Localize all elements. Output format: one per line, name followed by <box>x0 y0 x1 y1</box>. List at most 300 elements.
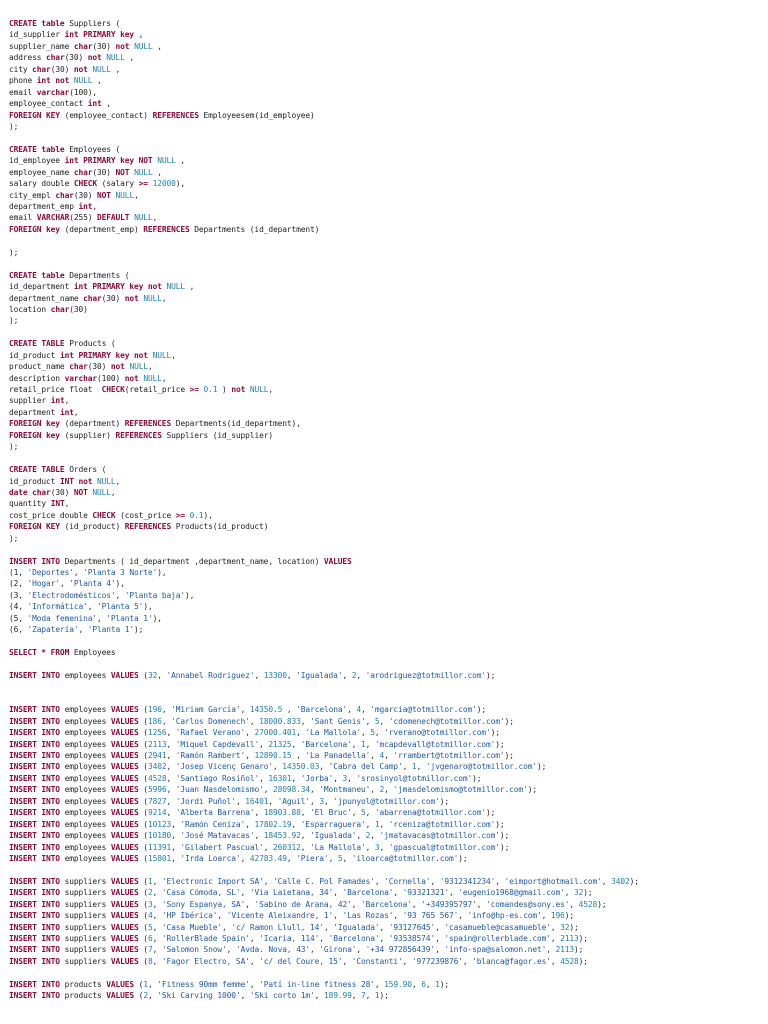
sql-keyword: not <box>231 385 246 394</box>
code-line <box>9 64 761 75</box>
code-text: id_employee <box>9 156 65 166</box>
sql-keyword: INSERT INTO <box>9 556 60 566</box>
code-text: ( <box>138 751 148 760</box>
code-line <box>9 441 761 452</box>
code-line <box>9 761 761 772</box>
sql-number: 3 <box>342 773 348 783</box>
code-text: ( <box>134 979 144 989</box>
sql-string: 'Carlos Domenech' <box>171 716 250 726</box>
code-text: , <box>171 831 181 841</box>
sql-number: 12000 <box>152 179 176 189</box>
code-text: ); <box>9 533 19 543</box>
code-line <box>9 361 761 372</box>
code-line <box>9 350 761 361</box>
sql-string: 'Ramón Rambert' <box>175 751 246 760</box>
code-text: , <box>347 705 357 715</box>
code-text: , <box>310 945 320 955</box>
sql-number: 10123 <box>147 819 172 829</box>
sql-string: 'mcapdevall@totmillor.com' <box>374 739 496 749</box>
code-text: employees <box>59 808 111 818</box>
code-text: , <box>286 853 297 863</box>
code-text: , <box>476 899 487 909</box>
sql-keyword: INSERT INTO <box>9 945 60 955</box>
code-line <box>9 659 761 670</box>
code-line <box>9 315 761 326</box>
code-text: (supplier) <box>59 430 116 440</box>
code-line <box>9 636 761 647</box>
sql-keyword: INSERT INTO <box>9 785 60 795</box>
code-text: ); <box>504 751 514 760</box>
code-text: , <box>87 602 97 612</box>
code-text: ); <box>458 853 468 863</box>
code-text: , <box>152 956 162 966</box>
sql-string: 'Igualada' <box>333 922 380 932</box>
code-text: , <box>300 831 311 841</box>
code-text: , <box>166 728 176 738</box>
sql-string: 'Rafael Verano' <box>175 728 246 738</box>
code-text: , <box>291 819 301 829</box>
code-text: (retail_price <box>124 385 190 394</box>
sql-string: 'jmatavacas@totmillor.com' <box>379 831 500 841</box>
code-text: ), <box>152 613 162 623</box>
code-text: , <box>374 979 385 989</box>
code-line <box>9 41 761 52</box>
sql-string: 'Casa Cómoda, SL' <box>161 888 241 898</box>
sql-number: 7 <box>361 991 366 1001</box>
code-text: ); <box>578 934 588 943</box>
code-text: ); <box>486 808 496 818</box>
sql-string: 'Fagor Electro, SA' <box>161 956 250 966</box>
code-text: , <box>166 785 176 795</box>
sql-number: 7 <box>147 945 153 955</box>
code-text: , <box>435 934 445 943</box>
code-line <box>9 967 761 978</box>
code-text: , <box>393 911 403 921</box>
code-line <box>9 178 761 189</box>
code-text: (100), <box>69 87 98 97</box>
sql-keyword: CREATE table <box>9 270 65 280</box>
sql-number: 5 <box>370 728 375 738</box>
sql-string: '977239876' <box>411 956 463 966</box>
code-text: , <box>152 945 162 955</box>
code-text: Departments ( <box>64 270 130 280</box>
sql-number: 2 <box>379 785 385 795</box>
sql-keyword: char <box>83 293 102 303</box>
sql-keyword: int PRIMARY key <box>64 30 135 40</box>
code-text: , <box>384 751 394 760</box>
sql-string: 'Zapatería' <box>27 625 79 635</box>
code-text: ); <box>486 670 496 680</box>
code-text: , <box>361 728 371 738</box>
code-line <box>9 933 761 944</box>
code-text: , <box>249 979 260 989</box>
sql-keyword: INSERT INTO <box>9 934 60 943</box>
code-text: , <box>147 979 158 989</box>
sql-keyword: VALUES <box>323 556 352 566</box>
sql-keyword: VALUES <box>110 853 139 863</box>
code-text: , <box>152 167 162 177</box>
sql-keyword: NOT <box>73 487 88 497</box>
code-line <box>9 990 761 1001</box>
code-text: employees <box>59 796 111 806</box>
sql-number: NULL <box>134 41 153 51</box>
code-text: (4, <box>9 602 28 612</box>
code-text: ); <box>9 121 19 131</box>
sql-keyword: VALUES <box>110 773 139 783</box>
sql-string: 'jmasdelomismo@totmillor.com' <box>393 785 528 795</box>
code-text: , <box>361 705 371 715</box>
code-text: , <box>351 991 361 1001</box>
code-line <box>9 784 761 795</box>
code-text: ( <box>138 888 148 898</box>
sql-number: 9214 <box>147 808 167 818</box>
code-text: , <box>64 396 70 406</box>
sql-string: '93321321' <box>402 888 449 898</box>
code-text: employees <box>59 751 111 760</box>
code-text: ), <box>203 510 213 520</box>
sql-string: 'Barcelona' <box>328 934 380 943</box>
sql-number: 189.99 <box>323 991 352 1001</box>
sql-string: 'Salomon Snow' <box>161 945 227 955</box>
sql-keyword: VALUES <box>110 934 139 943</box>
sql-string: 'Ramón Ceniza' <box>180 819 246 829</box>
sql-number: 4 <box>356 705 362 715</box>
sql-keyword: FOREIGN key <box>9 224 60 234</box>
code-text: , <box>78 625 88 635</box>
code-text: (employee_contact) <box>59 110 153 120</box>
code-text: (salary <box>96 179 139 189</box>
code-text: ( <box>138 716 148 726</box>
sql-keyword: VALUES <box>110 751 139 760</box>
code-line <box>9 247 761 258</box>
sql-number: 0.1 <box>203 385 218 394</box>
code-text: , <box>73 407 79 417</box>
sql-keyword: INSERT INTO <box>9 956 60 966</box>
sql-number: NULL <box>143 373 162 383</box>
sql-keyword: REFERENCES <box>124 522 172 532</box>
code-text: , <box>161 705 172 715</box>
sql-keyword: varchar <box>36 87 70 97</box>
sql-string: 'José Matavacas' <box>180 831 255 841</box>
sql-keyword: INT not <box>59 476 93 486</box>
code-text: , <box>365 739 375 749</box>
sql-number: 196 <box>147 705 162 715</box>
sql-keyword: VALUES <box>110 888 139 898</box>
sql-string: 'Ski corto 1m' <box>249 991 315 1001</box>
code-text: , <box>92 202 98 211</box>
code-text: , <box>347 773 357 783</box>
code-text: (100) <box>97 373 125 383</box>
code-line <box>9 87 761 98</box>
code-text: , <box>333 911 343 921</box>
code-text: , <box>166 739 176 749</box>
sql-string: 'Irda Loarca' <box>180 853 241 863</box>
sql-string: 'eugenio1968@gmail.com' <box>458 888 565 898</box>
code-text: , <box>333 888 343 898</box>
sql-number: 5 <box>374 716 380 726</box>
code-text: ), <box>184 590 195 600</box>
sql-keyword: VALUES <box>110 911 139 921</box>
code-line <box>9 601 761 612</box>
sql-string: 'jpunyol@totmillor.com' <box>333 796 440 806</box>
code-text: salary double <box>9 179 74 189</box>
sql-string: 'Juan Nasdelomismo' <box>175 785 264 795</box>
code-text: , <box>550 934 561 943</box>
sql-keyword: char <box>69 362 88 372</box>
code-text: ); <box>9 442 19 452</box>
code-text: ( <box>138 911 148 921</box>
code-line <box>9 258 761 269</box>
sql-string: 'Fitness 90mm femme' <box>157 979 250 989</box>
code-text: ) <box>217 385 232 394</box>
code-text: , <box>342 956 352 966</box>
sql-string: 'comandes@sony.es' <box>486 899 570 909</box>
code-text: employees <box>59 785 111 795</box>
code-text: , <box>379 934 389 943</box>
code-text: ); <box>536 762 547 772</box>
sql-keyword: INSERT INTO <box>9 762 60 772</box>
code-text: ( <box>138 796 148 806</box>
sql-keyword: FOREIGN key <box>9 419 60 429</box>
code-text: address <box>9 53 47 63</box>
code-text: , <box>314 991 324 1001</box>
code-text: , <box>365 842 375 852</box>
code-text: suppliers <box>59 922 111 932</box>
sql-keyword: varchar <box>64 373 97 383</box>
sql-string: 'Miriam García' <box>171 705 241 715</box>
sql-keyword: INSERT INTO <box>9 991 60 1001</box>
code-text: ); <box>379 991 389 1001</box>
sql-number: 6 <box>421 979 426 989</box>
code-text: , <box>351 808 361 818</box>
sql-keyword: INSERT INTO <box>9 831 60 841</box>
code-text: , <box>550 922 561 932</box>
code-text: cost_price double <box>9 510 93 520</box>
code-text: , <box>384 785 394 795</box>
sql-number: 21325 <box>268 739 292 749</box>
code-line <box>9 922 761 933</box>
sql-string: 'Barcelona' <box>300 739 352 749</box>
code-line <box>9 338 761 349</box>
sql-string: '+349395797' <box>421 899 477 909</box>
code-text: , <box>370 785 380 795</box>
sql-number: 42783.49 <box>249 853 287 863</box>
code-text: suppliers <box>59 945 111 955</box>
sql-number: 3 <box>374 842 380 852</box>
sql-number: 1 <box>411 762 417 772</box>
code-text: (30) <box>64 53 88 63</box>
code-text: , <box>166 773 176 783</box>
code-text: Departments(id_department), <box>171 419 301 429</box>
code-line <box>9 52 761 63</box>
code-line <box>9 373 761 384</box>
sql-keyword: int PRIMARY key NOT <box>64 156 153 166</box>
sql-keyword: CHECK <box>101 385 125 394</box>
sql-keyword: NOT <box>115 167 130 177</box>
sql-number: 186 <box>147 716 162 726</box>
sql-keyword: char <box>32 64 51 74</box>
sql-string: 'Ski Carving 1000' <box>157 991 241 1001</box>
code-text: , <box>435 945 445 955</box>
sql-number: 159.90 <box>384 979 412 989</box>
sql-keyword: FOREIGN KEY <box>9 110 60 120</box>
code-text: , <box>245 728 255 738</box>
code-line <box>9 235 761 246</box>
code-line <box>9 270 761 281</box>
code-text: ); <box>597 899 607 909</box>
code-text: , <box>356 945 366 955</box>
code-line <box>9 327 761 338</box>
code-line <box>9 498 761 509</box>
code-text: , <box>184 282 195 292</box>
sql-keyword: VALUES <box>110 945 139 955</box>
code-text: Employeesem(id_employee) <box>198 110 315 120</box>
code-text: quantity <box>9 499 51 509</box>
code-text: ); <box>574 945 584 955</box>
code-text: Suppliers (id_supplier) <box>161 430 273 440</box>
code-text: employees <box>59 762 111 772</box>
sql-keyword: >= <box>175 510 185 520</box>
code-text: , <box>263 785 273 795</box>
code-text: , <box>134 30 144 40</box>
sql-string: 'Esparraguera' <box>300 819 366 829</box>
code-text: , <box>300 842 311 852</box>
code-text: , <box>323 796 334 806</box>
code-text: ); <box>629 876 639 886</box>
code-line <box>9 910 761 921</box>
code-text: , <box>564 888 575 898</box>
code-text: , <box>240 853 250 863</box>
sql-keyword: CREATE table <box>9 144 65 154</box>
code-text: employees <box>59 716 111 726</box>
code-line <box>9 979 761 990</box>
code-text: , <box>458 911 468 921</box>
sql-string: 'Annabel Rodriguez' <box>166 670 255 680</box>
sql-keyword: FOREIGN KEY <box>9 522 60 532</box>
code-text: , <box>171 842 181 852</box>
sql-string: 'El Bruc' <box>310 808 352 818</box>
code-text: ( <box>138 831 148 841</box>
code-text: ); <box>569 922 579 932</box>
code-text: ( <box>138 785 148 795</box>
code-text: , <box>254 831 264 841</box>
sql-string: 'casamueble@casamueble' <box>444 922 551 932</box>
code-line <box>9 670 761 681</box>
sql-keyword: not <box>115 41 130 51</box>
code-text: , <box>356 831 366 841</box>
sql-keyword: INSERT INTO <box>9 705 60 715</box>
sql-keyword: not <box>110 362 125 372</box>
sql-string: 'Santiago Rosiñol' <box>175 773 260 783</box>
code-text: , <box>370 751 380 760</box>
code-line <box>9 750 761 761</box>
sql-string: 'Informática' <box>27 602 88 612</box>
code-text: employees <box>59 819 111 829</box>
code-text: (2, <box>9 579 28 589</box>
code-text: , <box>171 350 176 360</box>
sql-number: NULL <box>129 362 148 372</box>
code-text: employees <box>59 853 111 863</box>
code-text: ( <box>138 945 148 955</box>
code-text: ( <box>138 728 148 738</box>
code-line <box>9 727 761 738</box>
code-text: suppliers <box>59 876 111 886</box>
sql-keyword: REFERENCES <box>152 110 199 120</box>
sql-string: 'Igualada' <box>296 670 343 680</box>
sql-number: 196 <box>550 911 565 921</box>
sql-keyword: INSERT INTO <box>9 922 60 932</box>
code-line <box>9 281 761 292</box>
code-text: Orders ( <box>64 465 107 475</box>
code-text: , <box>370 831 380 841</box>
code-text: (30) <box>69 304 88 314</box>
sql-keyword: not <box>73 64 88 74</box>
code-text: , <box>356 670 366 680</box>
sql-string: 'srosinyol@totmillor.com' <box>356 773 473 783</box>
sql-number: 2 <box>351 670 357 680</box>
sql-keyword: char <box>73 41 93 51</box>
sql-number: 260312 <box>272 842 301 852</box>
code-text: , <box>147 991 158 1001</box>
code-text: ), <box>143 602 153 612</box>
sql-keyword: INSERT INTO <box>9 819 60 829</box>
sql-string: 'Vicente Aleixandre, 1' <box>226 911 334 921</box>
sql-keyword: DEFAULT <box>97 213 130 223</box>
code-text: , <box>92 76 102 86</box>
code-text: , <box>73 568 84 577</box>
code-text: , <box>541 911 551 921</box>
code-text: ); <box>504 716 514 726</box>
code-text: , <box>161 293 167 303</box>
sql-string: 'Electrodomésticos' <box>27 590 116 600</box>
code-text: , <box>245 899 255 909</box>
code-text: , <box>166 796 176 806</box>
sql-number: 0.1 <box>189 510 204 520</box>
sql-string: 'spain@rollerblade.com' <box>444 934 551 943</box>
code-line <box>9 807 761 818</box>
code-text: , <box>462 956 473 966</box>
code-line <box>9 876 761 887</box>
code-line <box>9 842 761 853</box>
sql-keyword: VALUES <box>110 670 139 680</box>
sql-number: 4 <box>147 911 153 921</box>
sql-string: 'HP Ibérica' <box>161 911 218 921</box>
sql-keyword: INSERT INTO <box>9 728 60 738</box>
code-text: department_name <box>9 293 84 303</box>
code-text: , <box>134 190 139 200</box>
sql-keyword: NOT <box>97 190 111 200</box>
code-text: , <box>365 991 375 1001</box>
sql-keyword: INSERT INTO <box>9 876 60 886</box>
code-line <box>9 704 761 715</box>
code-text: suppliers <box>59 934 111 943</box>
sql-string: 'Gilabert Pascual' <box>180 842 264 852</box>
sql-number: 3402 <box>611 876 630 886</box>
code-text: , <box>365 819 375 829</box>
code-text: , <box>351 899 361 909</box>
code-text: Employees ( <box>64 144 121 154</box>
code-line <box>9 716 761 727</box>
sql-number: NULL <box>134 167 153 177</box>
sql-string: 'Barcelona' <box>342 888 394 898</box>
code-line <box>9 510 761 521</box>
code-line <box>9 144 761 155</box>
sql-keyword: SELECT * FROM <box>9 648 70 658</box>
code-text: , <box>157 670 167 680</box>
sql-keyword: date char <box>9 487 51 497</box>
sql-keyword: CHECK <box>92 510 116 520</box>
code-line <box>9 556 761 567</box>
